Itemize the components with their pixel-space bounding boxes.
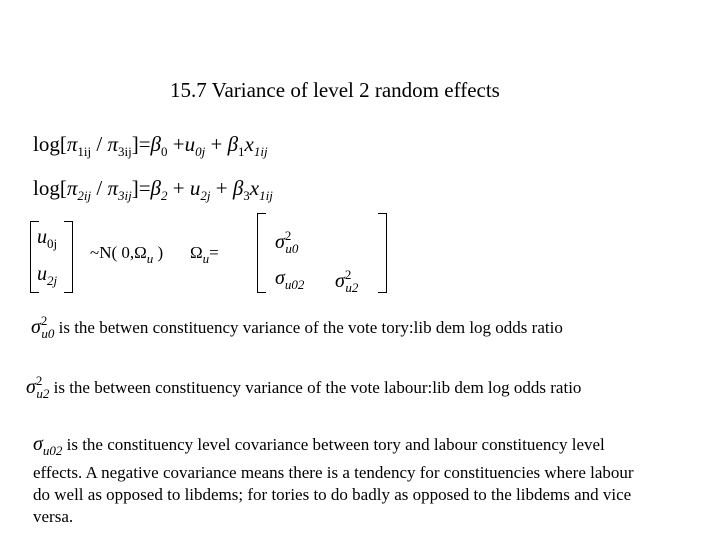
paragraph-var-u2: [26, 370, 666, 405]
matrix-cell-cov-u02: [275, 267, 304, 293]
p2-text: is the between constituency variance of the vote labour:lib dem log odds ratio: [49, 378, 582, 397]
eq2-x: x: [249, 176, 260, 200]
eq1-beta-1-sub: 1: [238, 144, 245, 159]
matrix-cell-var-u0-sup: 2: [284, 228, 292, 243]
p3-sub: u02: [42, 443, 63, 458]
eq1-beta-0-sub: 0: [161, 144, 168, 159]
eq1-pi-sub-1: 1ij: [77, 144, 92, 159]
matrix-cell-var-u2-sup: 2: [344, 267, 352, 282]
matrix-cell-cov-u02-sub: u02: [284, 277, 305, 292]
equation-2: [33, 176, 273, 204]
paragraph-cov-u02: [33, 433, 653, 528]
eq1-pi-2: π: [107, 132, 118, 156]
matrix-cell-var-u2: [335, 267, 358, 296]
eq2-pi-2: π: [107, 176, 118, 200]
paragraph-var-u0: [33, 310, 673, 345]
matrix-bracket-right: [378, 213, 387, 293]
omega-equals: =: [209, 243, 219, 262]
matrix-cell-var-u0: [275, 228, 298, 257]
eq2-pi-sub-2: 3ij: [117, 188, 132, 203]
eq1-beta-1: β: [227, 132, 239, 156]
eq2-eq: ]=: [131, 176, 151, 200]
matrix-cell-var-u0-symbol: σ: [275, 231, 285, 253]
slide-title: 15.7 Variance of level 2 random effects: [170, 78, 500, 102]
vector-u0j-symbol: u: [37, 226, 47, 248]
distribution-text: ~N( 0,Ω: [90, 243, 147, 262]
eq2-slash: /: [91, 176, 108, 200]
vector-bracket-right: [64, 221, 73, 293]
eq2-beta-3-sub: 3: [243, 188, 250, 203]
eq1-x: x: [244, 132, 254, 156]
eq2-plus-2: +: [210, 176, 233, 200]
matrix-cell-var-u2-sub: u2: [345, 280, 359, 295]
vector-u2j-sub: 2j: [47, 273, 58, 288]
eq2-beta-2: β: [150, 176, 162, 200]
eq2-u-sub: 2j: [200, 188, 211, 203]
p3-sigma: σ: [33, 433, 43, 455]
matrix-bracket-left: [257, 213, 266, 293]
eq2-pi-1: π: [66, 176, 78, 200]
eq1-pi-sub-2: 3ij: [117, 144, 132, 159]
p2-sub: u2: [36, 386, 50, 401]
omega-label: [190, 243, 219, 267]
matrix-cell-var-u0-sub: u0: [285, 241, 299, 256]
eq1-beta-0: β: [150, 132, 162, 156]
eq2-pi-sub-1: 2ij: [77, 188, 92, 203]
matrix-cell-var-u2-symbol: σ: [335, 270, 345, 292]
p2-sup: 2: [35, 373, 43, 388]
eq1-slash: /: [91, 132, 108, 156]
eq1-eq: ]=: [131, 132, 151, 156]
vector-u2j-symbol: u: [37, 263, 47, 285]
omega-sub: u: [202, 251, 210, 266]
eq1-plus-2: +: [205, 132, 228, 156]
eq1-plus-1: +: [167, 132, 185, 156]
matrix-cell-cov-u02-symbol: σ: [275, 267, 285, 289]
equation-1: [33, 132, 268, 160]
eq2-u: u: [189, 176, 201, 200]
eq1-log: log[: [33, 132, 67, 156]
distribution-label: [90, 243, 163, 267]
p1-text: is the betwen constituency variance of the vote tory:lib dem log odds ratio: [54, 318, 563, 337]
p2-sigma: σ: [26, 376, 36, 398]
p3-text: is the constituency level covariance between tory and labour constituency level effects. A negative covariance means there is a tendency for constituencies where labour do well as opposed to libdems; for tories to do badly as opposed to the libdems and vice versa.: [33, 435, 634, 526]
p1-sub: u0: [41, 326, 55, 341]
eq2-beta-3: β: [232, 176, 244, 200]
eq2-plus-1: +: [167, 176, 190, 200]
eq1-pi-1: π: [66, 132, 78, 156]
p1-sigma: σ: [31, 316, 41, 338]
eq1-u-sub: 0j: [195, 144, 206, 159]
vector-u0j: [37, 226, 57, 252]
eq2-x-sub: 1ij: [259, 188, 273, 203]
vector-u2j: [37, 263, 57, 289]
p1-sup: 2: [40, 313, 48, 328]
distribution-close: ): [153, 243, 164, 262]
eq1-x-sub: 1ij: [253, 144, 268, 159]
eq2-log: log[: [33, 176, 67, 200]
eq2-beta-2-sub: 2: [161, 188, 168, 203]
distribution-sub: u: [146, 251, 154, 266]
eq1-u: u: [184, 132, 196, 156]
vector-u0j-sub: 0j: [47, 236, 58, 251]
omega-symbol: Ω: [190, 243, 203, 262]
